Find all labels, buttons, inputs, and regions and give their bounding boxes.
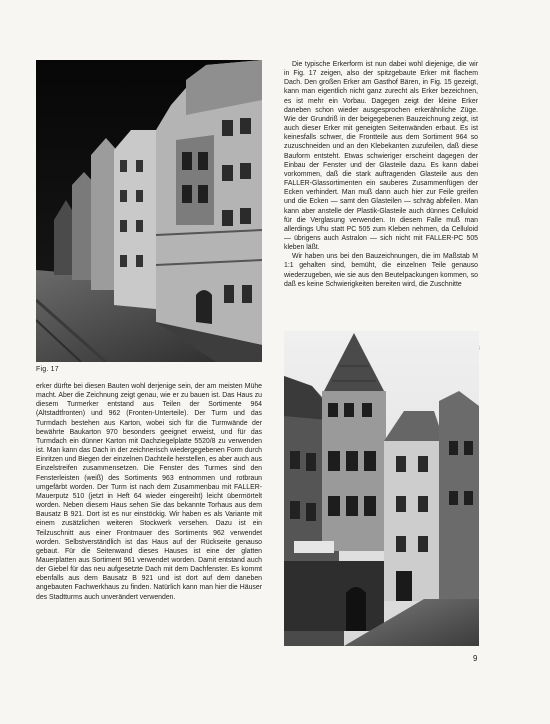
street-photo-illustration [36,60,262,362]
paragraph: erker dürfte bei diesen Bauten wohl derjenige sein, der am meisten Mühe macht. Aber die Zeichnung zeigt genau, wie er zu bauen ist. Das Haus zu diesem Turmerker entstand aus Teilen der Sortimente 964 (Altstadtfronten) und 962 (Fronten-Unterteile). Der Turm und das Turmdach bestehen aus Karton, wobei sich für die Turmwände der bewährte Baukarton 970 besonders geeignet erweist, und für das Turmdach ein dünner Karton mit Dachziegelplatte 5520/8 zu verwenden ist. Man kann das Dach in der zeichnerisch wiedergegebenen Form durch Einritzen und Biegen der einzelnen Dachteile herstellen, es aber auch aus Einzelstreifen zusammensetzen. Die Fenster des Turmes sind den Fensterleisten (weiß) des Sortiments 963 entnommen und rotbraun umgefärbt worden. Der Turm ist nach dem Zusammenbau mit FALLER-Mauerputz 510 (jetzt in Heft 64 wieder eingereiht) leicht übermörtelt worden. Neben diesem Haus sehen Sie das bekannte Torhaus aus dem Bausatz B 921. Dort ist es nur einstöckig. Wir haben es als Variante mit einem zusätzlichen weiteren Stockwerk versehen. Dazu ist ein Teilzuschnitt aus einer Frontmauer des Sortiments 962 verwendet worden. Selbstverständlich ist das Haus auf der Rückseite genauso gebaut. Für die Seitenwand dieses Hauses ist eine der glatten Mauerplatten aus Sortiment 961 verwendet worden. Damit entstand auch der Giebel für das neu aufgesetzte Dach mit dem Dachfenster. Es kommt ebenfalls aus dem Bausatz B 921 und ist dort auf dem daneben angebauten Fachwerkhaus zu finden. Natürlich kann man hier die Häuser des Stadtturms auch unverändert verwenden. [36,383,263,601]
figure-17-photo [36,60,262,362]
paragraph: Wir haben uns bei den Bauzeichnungen, die im Maßstab M 1:1 gehalten sind, bemüht, die einzelnen Teile genauso wiederzugeben, wie sie aus den Beutelpackungen kommen, so daß es keine Schwierigkeiten bereiten wird, die Zuschnitte [284,253,478,288]
page-number: 9 [473,654,478,663]
paragraph: Die typische Erkerform ist nun dabei wohl diejenige, die wir in Fig. 17 zeigen, also der spitzgebaute Erker mit flachem Dach. Den großen Erker am Gasthof Bären, in Fig. 15 gezeigt, kann man eigentlich nicht ganz zurecht als Erker bezeichnen, es ist mehr ein Vorbau. Dagegen zeigt der kleine Erker daneben schon wieder ausgesprochen erkerähnliche Züge. Wie der Grundriß in der beigegebenen Bauzeichnung zeigt, ist auch dieser Erker mit geneigten Seitenwänden erbaut. Es ist keinesfalls schwer, die Frontteile aus dem Sortiment 964 so zuzuschneiden und an den Klebekanten zuzufeilen, daß diese Bauform entsteht. Etwas schwieriger erscheint dagegen der Einbau der Fenster und der Glasteile dazu. Es kann dabei vorkommen, daß die stark auftragenden Glasteile aus den FALLER-Glassortimenten ein sauberes Zusammenfügen der Ecken verhindert. Man muß dann auch hier zur Feile greifen und die Ecken — samt den Glasteilen — schräg abfeilen. Man kann aber anstelle der Plastik-Glasteile auch dünnes Celluloid für die Verglasung verwenden. In diesem Falle muß man allerdings Uhu statt PC 505 zum Kleben nehmen, da Celluloid — übrigens auch Astralon — sich nicht mit FALLER-PC 505 kleben läßt. [284,61,478,252]
text-column-right [284,60,478,289]
figure-18-photo [284,331,479,646]
figure-17-caption: Fig. 17 [36,366,59,373]
tower-photo-illustration [284,331,479,646]
text-column-left [36,382,262,602]
